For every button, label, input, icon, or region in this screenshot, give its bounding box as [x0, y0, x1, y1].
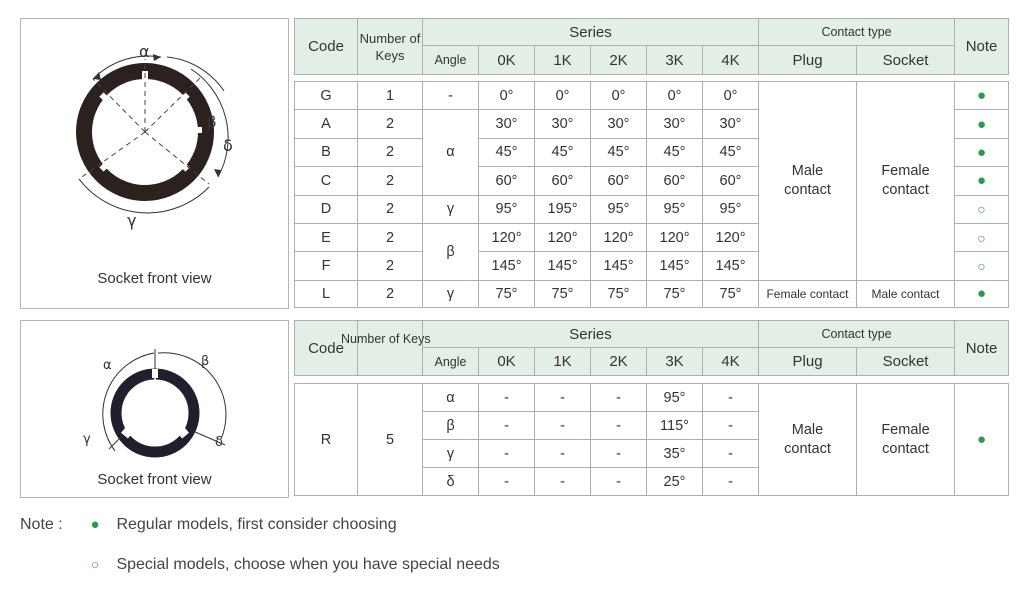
cell-4k: - [703, 384, 759, 412]
cell-note: ● [955, 280, 1009, 307]
cell-0k: - [479, 468, 535, 496]
diagram-caption-2: Socket front view [97, 471, 212, 488]
header-note: Note [955, 19, 1009, 75]
cell-3k: 60° [647, 167, 703, 195]
cell-plug: Male contact [759, 384, 857, 496]
header-contact-type: Contact type [759, 321, 955, 348]
cell-2k: - [591, 440, 647, 468]
cell-angle: γ [423, 440, 479, 468]
cell-keys: 2 [358, 167, 423, 195]
cell-1k: 120° [535, 223, 591, 251]
angle-label-beta: β [207, 113, 217, 131]
hollow-circle-icon: ○ [90, 556, 100, 572]
cell-code: A [295, 110, 358, 138]
cell-1k: - [535, 440, 591, 468]
header-series-1k: 1K [535, 46, 591, 75]
cell-2k: - [591, 384, 647, 412]
cell-keys: 2 [358, 252, 423, 280]
cell-keys: 1 [358, 82, 423, 110]
angle-label-gamma: γ [127, 211, 137, 230]
cell-code: C [295, 167, 358, 195]
cell-1k: - [535, 384, 591, 412]
header-socket: Socket [857, 46, 955, 75]
cell-2k: 95° [591, 195, 647, 223]
cell-4k: 145° [703, 252, 759, 280]
cell-note: ○ [955, 252, 1009, 280]
cell-4k: 60° [703, 167, 759, 195]
cell-0k: 145° [479, 252, 535, 280]
header-code [295, 321, 431, 376]
cell-3k: 45° [647, 138, 703, 166]
cell-0k: 60° [479, 167, 535, 195]
cell-code: R [295, 384, 358, 496]
diagram-caption-1: Socket front view [97, 270, 212, 287]
cell-keys: 2 [358, 110, 423, 138]
cell-code: D [295, 195, 358, 223]
cell-socket: Male contact [857, 280, 955, 307]
cell-0k: 120° [479, 223, 535, 251]
cell-keys: 5 [358, 384, 423, 496]
header-number-of-keys-cell [358, 321, 423, 376]
note-regular [84, 516, 397, 534]
angle-label-delta: δ [223, 136, 233, 155]
cell-0k: 45° [479, 138, 535, 166]
cell-2k: 30° [591, 110, 647, 138]
cell-code: B [295, 138, 358, 166]
cell-0k: - [479, 440, 535, 468]
cell-keys: 2 [358, 138, 423, 166]
header-series-3k: 3K [647, 348, 703, 376]
cell-3k: 120° [647, 223, 703, 251]
table1-body [294, 81, 1009, 308]
cell-1k: - [535, 412, 591, 440]
header-socket: Socket [857, 348, 955, 376]
header-note: Note [955, 321, 1009, 376]
cell-2k: - [591, 468, 647, 496]
note-special-text: Special models, choose when you have special needs [116, 556, 500, 573]
cell-3k: 95° [647, 384, 703, 412]
cell-4k: - [703, 440, 759, 468]
cell-0k: 0° [479, 82, 535, 110]
diagram-panel-1 [20, 18, 289, 309]
cell-3k: 75° [647, 280, 703, 307]
cell-3k: 25° [647, 468, 703, 496]
cell-code: G [295, 82, 358, 110]
header-series: Series [423, 19, 759, 46]
table-row [295, 280, 1009, 307]
cell-note: ○ [955, 223, 1009, 251]
table2-header [294, 320, 1009, 376]
angle-label-beta: β [201, 354, 210, 369]
cell-angle: γ [423, 280, 479, 307]
cell-2k: 145° [591, 252, 647, 280]
header-number-of-keys: Number of Keys [358, 19, 423, 75]
cell-1k: - [535, 468, 591, 496]
notes-label: Note : [20, 516, 63, 533]
header-series-4k: 4K [703, 46, 759, 75]
socket-front-view-diagram-1 [21, 19, 288, 269]
cell-3k: 95° [647, 195, 703, 223]
cell-keys: 2 [358, 195, 423, 223]
angle-label-alpha: α [103, 358, 112, 373]
cell-plug: Female contact [759, 280, 857, 307]
header-series-2k: 2K [591, 46, 647, 75]
cell-note: ● [955, 167, 1009, 195]
socket-front-view-diagram-2 [21, 321, 288, 461]
note-special [84, 556, 500, 574]
header-series-1k: 1K [535, 348, 591, 376]
cell-keys: 2 [358, 280, 423, 307]
cell-code: E [295, 223, 358, 251]
note-regular-text: Regular models, first consider choosing [116, 516, 397, 533]
cell-3k: 115° [647, 412, 703, 440]
cell-note: ● [955, 384, 1009, 496]
cell-2k: - [591, 412, 647, 440]
cell-3k: 30° [647, 110, 703, 138]
cell-1k: 195° [535, 195, 591, 223]
cell-angle-merged-beta: β [423, 223, 479, 280]
cell-angle: γ [423, 195, 479, 223]
cell-angle-merged-alpha: α [423, 110, 479, 195]
cell-angle: δ [423, 468, 479, 496]
cell-plug-merged: Male contact [759, 82, 857, 281]
header-series-3k: 3K [647, 46, 703, 75]
header-angle: Angle [423, 348, 479, 376]
table-row [295, 82, 1009, 110]
cell-4k: - [703, 412, 759, 440]
table-row [295, 384, 1009, 412]
header-number-of-keys: Number of Keys [341, 332, 431, 346]
angle-label-gamma: γ [83, 432, 91, 447]
cell-4k: 75° [703, 280, 759, 307]
header-plug: Plug [759, 46, 857, 75]
cell-note: ● [955, 138, 1009, 166]
cell-angle: α [423, 384, 479, 412]
cell-4k: 0° [703, 82, 759, 110]
header-series-4k: 4K [703, 348, 759, 376]
cell-4k: - [703, 468, 759, 496]
angle-label-delta: δ [215, 435, 223, 450]
cell-code: L [295, 280, 358, 307]
diagram-panel-2 [20, 320, 289, 498]
filled-dot-icon: ● [90, 516, 100, 533]
header-series: Series [423, 321, 759, 348]
cell-2k: 75° [591, 280, 647, 307]
header-contact-type: Contact type [759, 19, 955, 46]
header-series-0k: 0K [479, 46, 535, 75]
cell-4k: 30° [703, 110, 759, 138]
cell-4k: 45° [703, 138, 759, 166]
cell-4k: 120° [703, 223, 759, 251]
cell-0k: 95° [479, 195, 535, 223]
cell-note: ○ [955, 195, 1009, 223]
header-series-0k: 0K [479, 348, 535, 376]
cell-1k: 0° [535, 82, 591, 110]
cell-0k: - [479, 412, 535, 440]
cell-3k: 0° [647, 82, 703, 110]
header-series-2k: 2K [591, 348, 647, 376]
cell-0k: - [479, 384, 535, 412]
cell-socket-merged: Female contact [857, 82, 955, 281]
table1-header [294, 18, 1009, 75]
cell-angle: β [423, 412, 479, 440]
cell-1k: 145° [535, 252, 591, 280]
cell-note: ● [955, 110, 1009, 138]
cell-1k: 30° [535, 110, 591, 138]
cell-1k: 75° [535, 280, 591, 307]
cell-angle: - [423, 82, 479, 110]
table2-body [294, 383, 1009, 496]
cell-0k: 30° [479, 110, 535, 138]
cell-1k: 60° [535, 167, 591, 195]
cell-2k: 120° [591, 223, 647, 251]
cell-3k: 35° [647, 440, 703, 468]
header-angle: Angle [423, 46, 479, 75]
cell-2k: 0° [591, 82, 647, 110]
header-code-label: Code [308, 339, 344, 357]
header-code: Code [295, 19, 358, 75]
angle-label-alpha: α [139, 42, 150, 61]
cell-code: F [295, 252, 358, 280]
cell-3k: 145° [647, 252, 703, 280]
cell-4k: 95° [703, 195, 759, 223]
cell-socket: Female contact [857, 384, 955, 496]
cell-note: ● [955, 82, 1009, 110]
cell-1k: 45° [535, 138, 591, 166]
cell-2k: 45° [591, 138, 647, 166]
header-plug: Plug [759, 348, 857, 376]
cell-0k: 75° [479, 280, 535, 307]
cell-2k: 60° [591, 167, 647, 195]
cell-keys: 2 [358, 223, 423, 251]
